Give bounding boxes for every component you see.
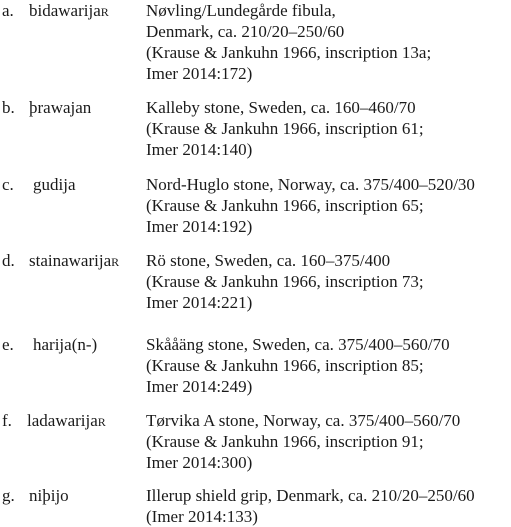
- citation-line: (Krause & Jankuhn 1966, inscription 91;: [146, 432, 424, 451]
- runic-word: [29, 485, 69, 508]
- runic-word-stem: harija(n-): [33, 335, 98, 354]
- runic-word: [29, 0, 109, 23]
- source-citation: [146, 97, 511, 160]
- source-citation: [146, 410, 511, 473]
- runic-word: [33, 334, 97, 357]
- citation-line: Denmark, ca. 210/20–250/60: [146, 22, 345, 41]
- item-letter: a.: [2, 1, 14, 20]
- source-citation: [146, 174, 511, 237]
- citation-line: (Krause & Jankuhn 1966, inscription 65;: [146, 196, 424, 215]
- citation-line: Skååäng stone, Sweden, ca. 375/400–560/70: [146, 335, 450, 354]
- source-citation: [146, 250, 511, 313]
- source-citation: [146, 0, 511, 84]
- citation-line: Nord-Huglo stone, Norway, ca. 375/400–520/30: [146, 175, 475, 194]
- citation-line: (Imer 2014:133): [146, 507, 258, 526]
- runic-word-stem: þrawajan: [29, 98, 92, 117]
- item-letter: e.: [2, 335, 14, 354]
- runic-word: [33, 174, 76, 197]
- citation-line: Rö stone, Sweden, ca. 160–375/400: [146, 251, 391, 270]
- item-letter: d.: [2, 251, 15, 270]
- runic-word-suffix: R: [100, 5, 109, 19]
- runic-word-suffix: R: [97, 415, 106, 429]
- citation-line: Imer 2014:300): [146, 453, 253, 472]
- citation-line: (Krause & Jankuhn 1966, inscription 73;: [146, 272, 424, 291]
- citation-line: Imer 2014:249): [146, 377, 253, 396]
- citation-line: Tørvika A stone, Norway, ca. 375/400–560/70: [146, 411, 461, 430]
- citation-line: Kalleby stone, Sweden, ca. 160–460/70: [146, 98, 416, 117]
- runic-word-stem: niþijo: [29, 486, 69, 505]
- item-letter: g.: [2, 486, 15, 505]
- source-citation: [146, 485, 511, 527]
- runic-word: [29, 97, 91, 120]
- citation-line: (Krause & Jankuhn 1966, inscription 85;: [146, 356, 424, 375]
- runic-word-stem: ladawarija: [27, 411, 98, 430]
- source-citation: [146, 334, 511, 397]
- runic-word-stem: gudija: [33, 175, 76, 194]
- runic-word: [27, 410, 106, 433]
- runic-word: [29, 250, 119, 273]
- item-letter: c.: [2, 175, 14, 194]
- item-letter: f.: [2, 411, 12, 430]
- citation-line: (Krause & Jankuhn 1966, inscription 13a;: [146, 43, 432, 62]
- citation-line: Illerup shield grip, Denmark, ca. 210/20–250/60: [146, 486, 475, 505]
- citation-line: Imer 2014:221): [146, 293, 253, 312]
- runic-word-stem: bidawarija: [29, 1, 101, 20]
- citation-line: Imer 2014:140): [146, 140, 253, 159]
- citation-line: Nøvling/Lundegårde fibula,: [146, 1, 336, 20]
- citation-line: Imer 2014:192): [146, 217, 253, 236]
- runic-word-suffix: R: [111, 255, 120, 269]
- citation-line: (Krause & Jankuhn 1966, inscription 61;: [146, 119, 424, 138]
- citation-line: Imer 2014:172): [146, 64, 253, 83]
- runic-word-stem: stainawarija: [29, 251, 112, 270]
- item-letter: b.: [2, 98, 15, 117]
